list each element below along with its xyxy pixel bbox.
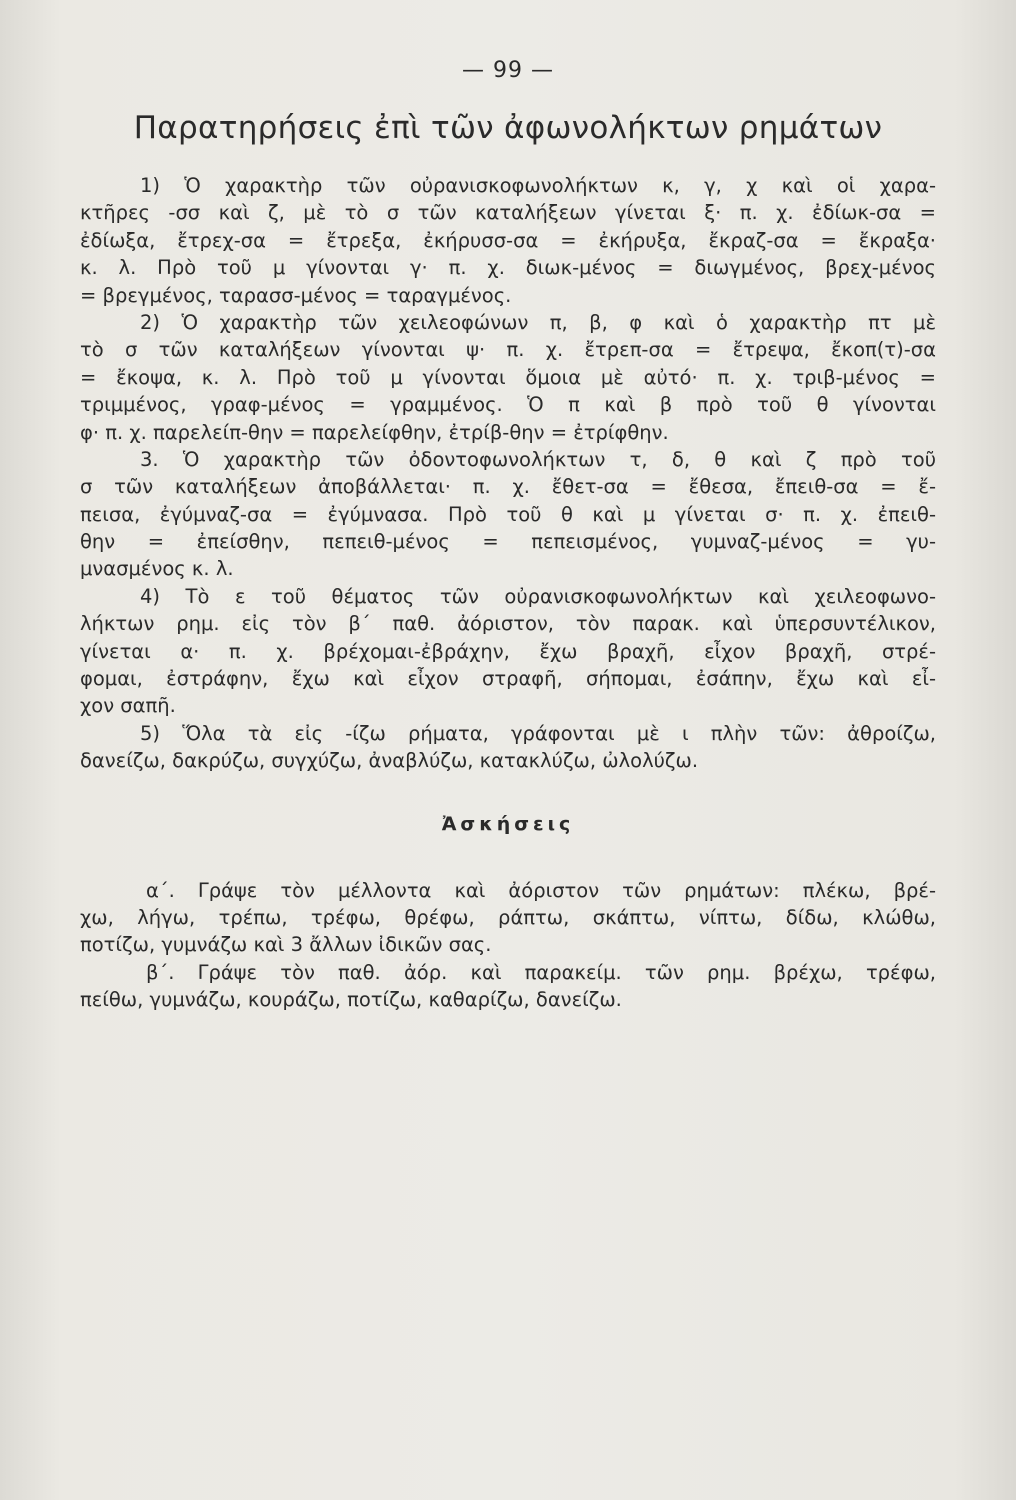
page-body: [80, 172, 936, 1014]
text-line: = ἔκοψα, κ. λ. Πρὸ τοῦ μ γίνονται ὅμοια μὲ αὐτό· π. χ. τριβ-μένος =: [80, 365, 936, 389]
text-line: 4) Τὸ ε τοῦ θέματος τῶν οὐρανισκοφωνολήκτων καὶ χειλεοφωνο-: [140, 584, 936, 608]
text-line: σ τῶν καταλήξεων ἀποβάλλεται· π. χ. ἔθετ-σα = ἔθεσα, ἔπειθ-σα = ἔ-: [80, 475, 936, 499]
text-line: α΄. Γράψε τὸν μέλλοντα καὶ ἀόριστον τῶν ρημάτων: πλέκω, βρέ-: [146, 878, 936, 902]
rule-paragraph-1: [80, 172, 936, 309]
text-line: 5) Ὅλα τὰ εἰς -ίζω ρήματα, γράφονται μὲ ι πλὴν τῶν: ἀθροίζω,: [140, 721, 936, 745]
text-line: λήκτων ρημ. εἰς τὸν β΄ παθ. ἀόριστον, τὸν παρακ. καὶ ὑπερσυντέλικον,: [80, 612, 936, 636]
page-number: — 99 —: [462, 58, 554, 83]
text-line: τὸ σ τῶν καταλήξεων γίνονται ψ· π. χ. ἔτρεπ-σα = ἔτρεψα, ἔκοπ(τ)-σα: [80, 338, 936, 362]
text-line: κτῆρες -σσ καὶ ζ, μὲ τὸ σ τῶν καταλήξεων γίνεται ξ· π. χ. ἐδίωκ-σα =: [80, 201, 936, 225]
text-line: πείθω, γυμνάζω, κουράζω, ποτίζω, καθαρίζω, δανείζω.: [80, 988, 622, 1012]
text-line: μνασμένος κ. λ.: [80, 557, 234, 581]
rule-paragraph-2: [80, 309, 936, 446]
text-line: 2) Ὁ χαρακτὴρ τῶν χειλεοφώνων π, β, φ καὶ ὁ χαρακτὴρ πτ μὲ: [140, 310, 936, 334]
rule-paragraph-5: [80, 720, 936, 775]
text-line: πεισα, ἐγύμναζ-σα = ἐγύμνασα. Πρὸ τοῦ θ καὶ μ γίνεται σ· π. χ. ἐπειθ-: [80, 502, 936, 526]
text-line: φομαι, ἐστράφην, ἔχω καὶ εἶχον στραφῆ, σήπομαι, ἐσάπην, ἔχω καὶ εἶ-: [80, 667, 936, 691]
exercise-b: [80, 959, 936, 1014]
text-line: = βρεγμένος, ταρασσ-μένος = ταραγμένος.: [80, 283, 512, 307]
text-line: τριμμένος, γραφ-μένος = γραμμένος. Ὁ π καὶ β πρὸ τοῦ θ γίνονται: [80, 393, 936, 417]
rule-paragraph-4: [80, 583, 936, 720]
text-line: 3. Ὁ χαρακτὴρ τῶν ὀδοντοφωνολήκτων τ, δ, θ καὶ ζ πρὸ τοῦ: [140, 447, 936, 471]
text-line: δανείζω, δακρύζω, συγχύζω, ἀναβλύζω, κατακλύζω, ὠλολύζω.: [80, 749, 699, 773]
text-line: γίνεται α· π. χ. βρέχομαι-ἐβράχην, ἔχω βραχῆ, εἶχον βραχῆ, στρέ-: [80, 639, 936, 663]
text-line: ποτίζω, γυμνάζω καὶ 3 ἄλλων ἰδικῶν σας.: [80, 933, 492, 957]
text-line: ἐδίωξα, ἔτρεχ-σα = ἔτρεξα, ἐκήρυσσ-σα = ἐκήρυξα, ἔκραζ-σα = ἔκραξα·: [80, 228, 936, 252]
text-line: β΄. Γράψε τὸν παθ. ἀόρ. καὶ παρακείμ. τῶν ρημ. βρέχω, τρέφω,: [146, 960, 936, 984]
rule-paragraph-3: [80, 446, 936, 583]
text-line: θην = ἐπείσθην, πεπειθ-μένος = πεπεισμένος, γυμναζ-μένος = γυ-: [80, 530, 936, 554]
exercises-heading: Ἀσκήσεις: [441, 812, 575, 835]
exercise-a: [80, 877, 936, 959]
text-line: κ. λ. Πρὸ τοῦ μ γίνονται γ· π. χ. διωκ-μένος = διωγμένος, βρεχ-μένος: [80, 256, 936, 280]
text-line: 1) Ὁ χαρακτὴρ τῶν οὐρανισκοφωνολήκτων κ, γ, χ καὶ οἱ χαρα-: [140, 174, 936, 197]
text-line: φ· π. χ. παρελείπ-θην = παρελείφθην, ἐτρίβ-θην = ἐτρίφθην.: [80, 420, 669, 444]
text-line: χον σαπῆ.: [80, 694, 176, 718]
page-title: Παρατηρήσεις ἐπὶ τῶν ἀφωνολήκτων ρημάτων: [133, 110, 883, 146]
text-line: χω, λήγω, τρέπω, τρέφω, θρέφω, ράπτω, σκάπτω, νίπτω, δίδω, κλώθω,: [80, 905, 936, 929]
